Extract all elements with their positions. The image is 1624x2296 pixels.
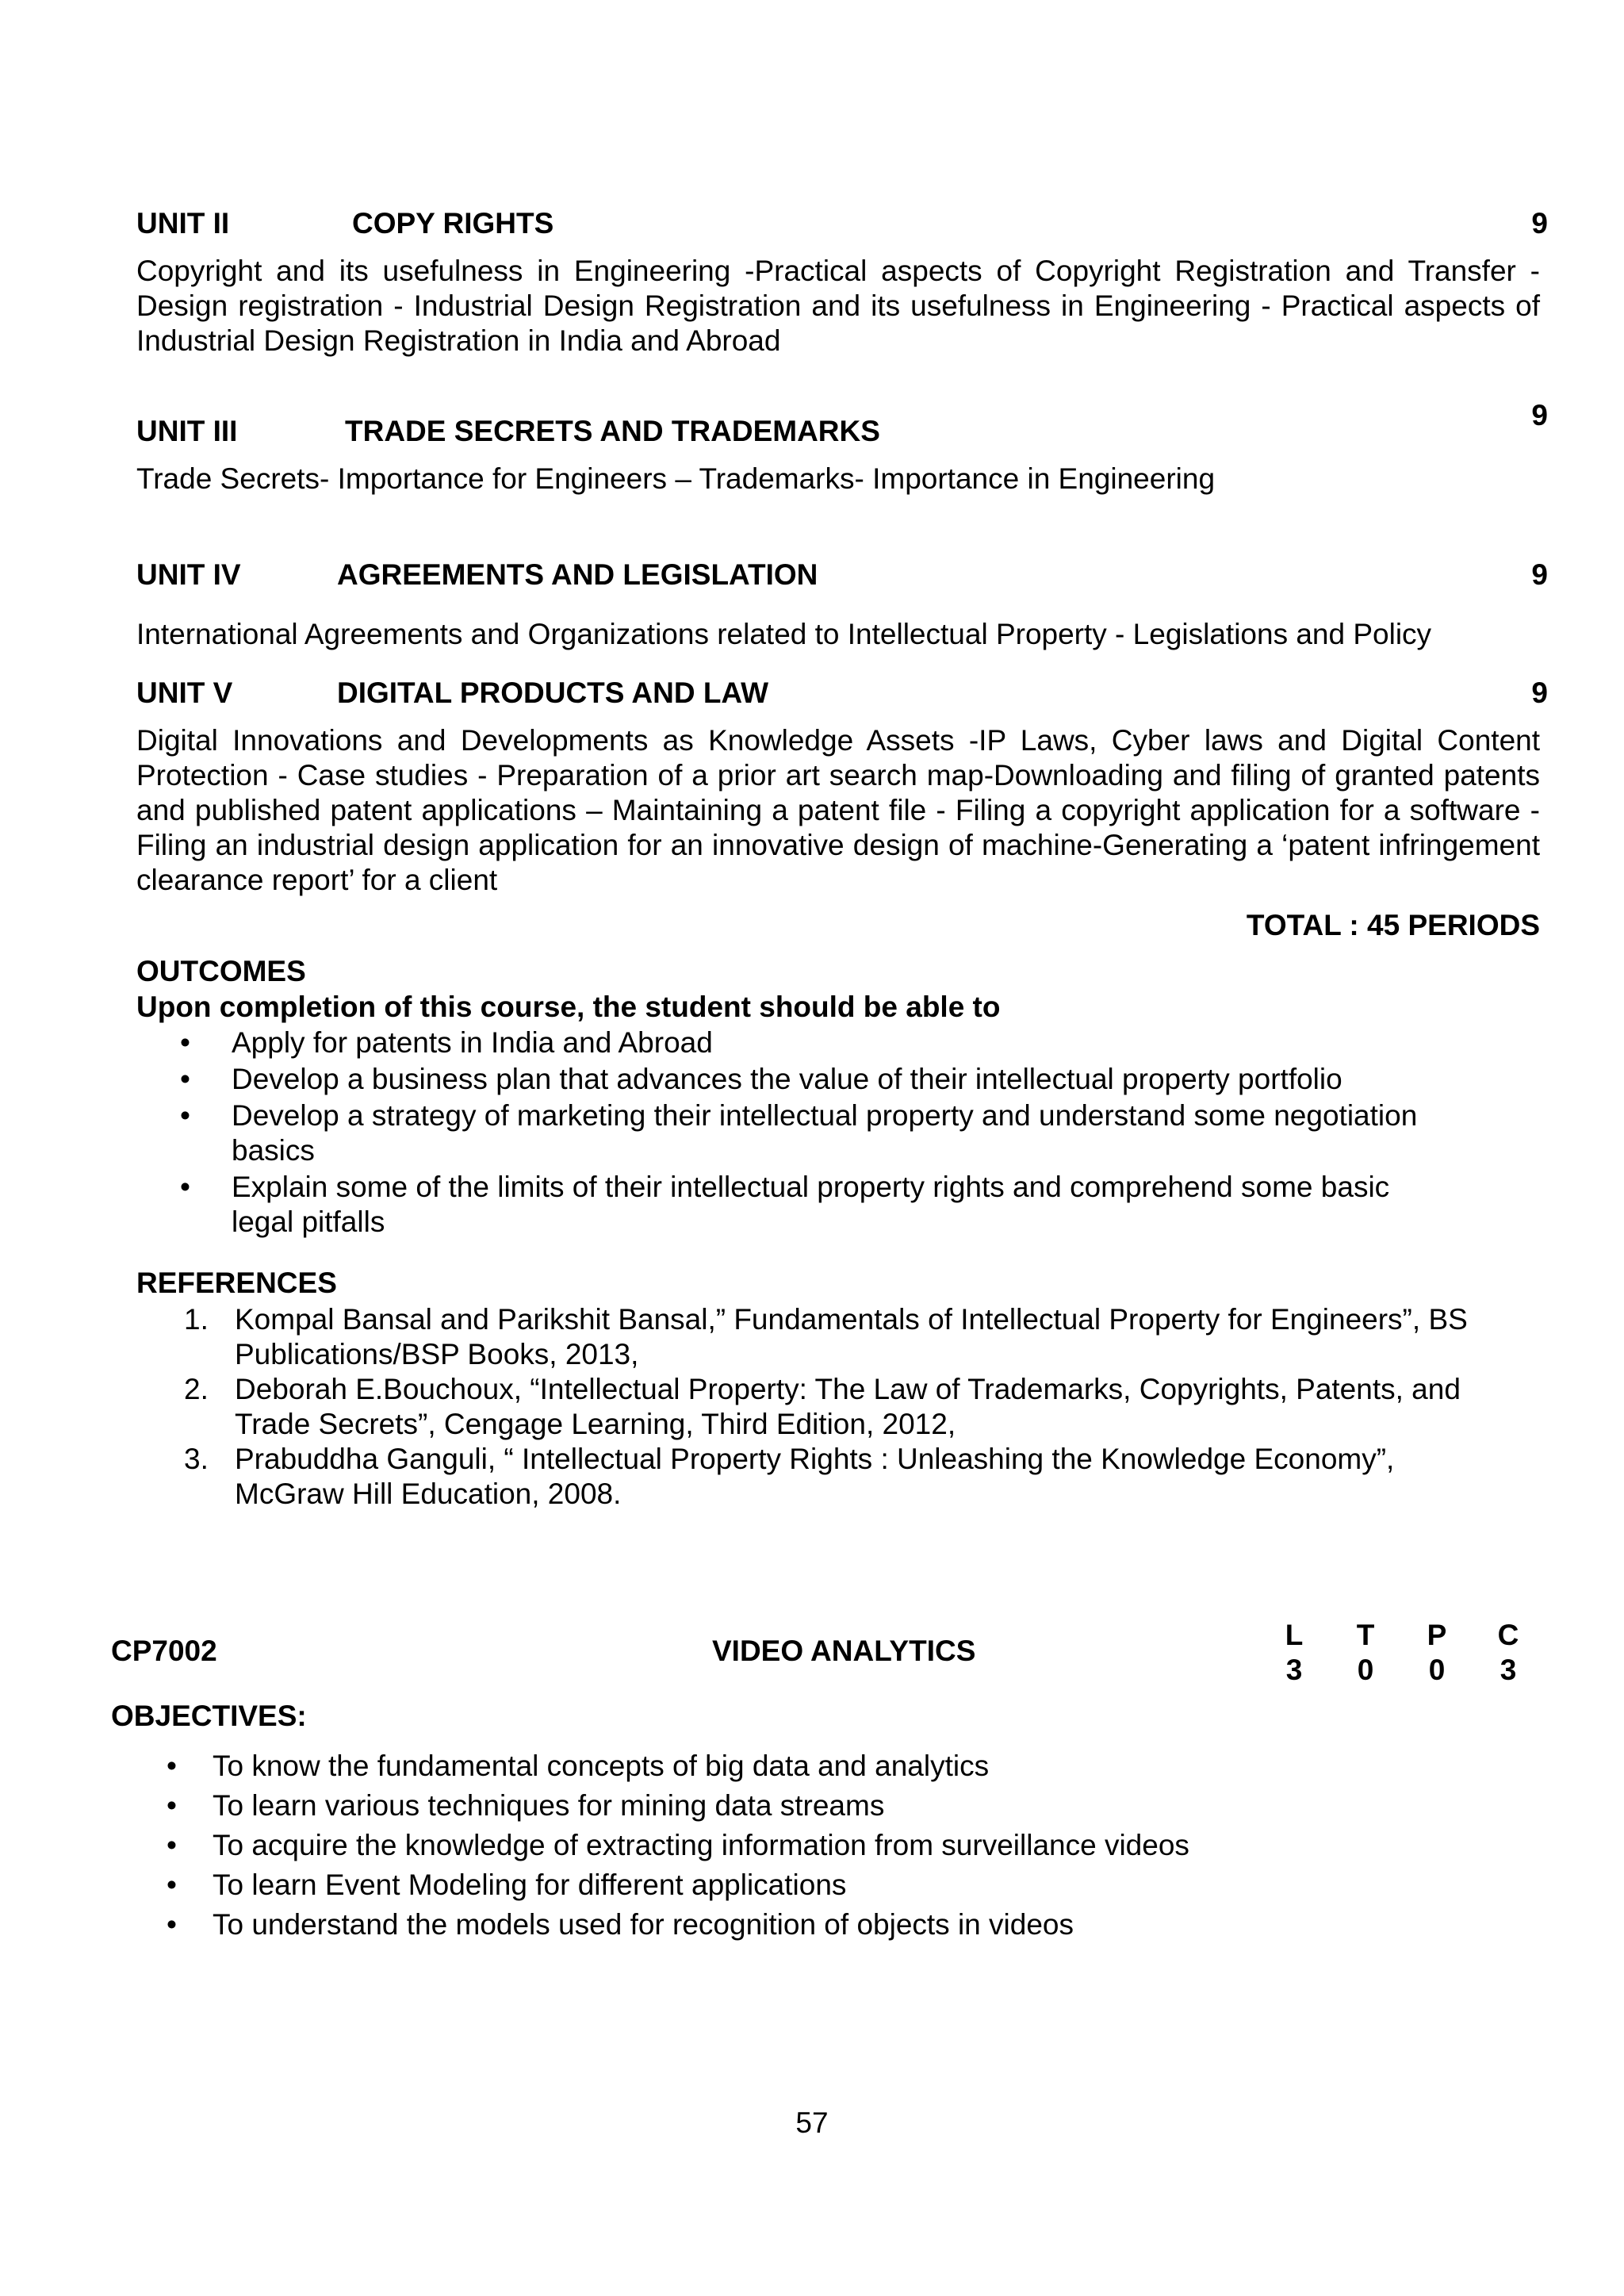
bullet-icon: • <box>180 1026 190 1059</box>
bullet-icon: • <box>167 1750 177 1782</box>
course-title: VIDEO ANALYTICS <box>712 1635 976 1667</box>
ltpc-header-l: L <box>1285 1619 1304 1651</box>
reference-item: 3. Prabuddha Ganguli, “ Intellectual Property Rights : Unleashing the Knowledge Economy”, McGraw Hill Education, 2008. <box>184 1443 1395 1510</box>
ltpc-value-c: 3 <box>1500 1654 1517 1686</box>
unit-title: COPY RIGHTS <box>352 207 554 240</box>
objective-item: • To understand the models used for recognition of objects in videos <box>111 1905 1459 1945</box>
total-periods: TOTAL : 45 PERIODS <box>1246 909 1540 941</box>
unit-label: UNIT IV <box>136 558 241 591</box>
outcomes-intro: Upon completion of this course, the student should be able to <box>136 991 1001 1023</box>
unit-2-heading <box>136 206 1548 241</box>
objectives-heading: OBJECTIVES: <box>111 1700 307 1732</box>
objective-item: • To learn various techniques for mining data streams <box>111 1786 1459 1826</box>
unit-label: UNIT V <box>136 677 233 709</box>
ltpc-value-l: 3 <box>1285 1654 1303 1686</box>
unit-4-heading <box>136 558 1548 592</box>
page-number: 57 <box>795 2106 829 2139</box>
outcome-item: • Explain some of the limits of their intellectual property rights and comprehend some basic legal pitfalls <box>180 1171 1390 1238</box>
unit-2-description: Copyright and its usefulness in Engineering -Practical aspects of Copyright Registration and Transfer - Design registration - Industrial Design Registration and its usefulness in Engineering - Practical aspects of Industrial Design Registration in India and Abroad <box>136 255 1540 357</box>
unit-hours: 9 <box>1531 399 1548 431</box>
reference-item: 1. Kompal Bansal and Parikshit Bansal,” Fundamentals of Intellectual Property for Engineers”, BS Publications/BSP Books, 2013, <box>184 1303 1468 1370</box>
unit-hours: 9 <box>1531 558 1548 591</box>
bullet-icon: • <box>167 1908 177 1941</box>
ltpc-value-t: 0 <box>1357 1654 1374 1686</box>
objective-item: • To know the fundamental concepts of big data and analytics <box>111 1746 1459 1786</box>
bullet-icon: • <box>167 1789 177 1822</box>
unit-label: UNIT III <box>136 415 238 447</box>
course-code: CP7002 <box>111 1635 217 1667</box>
bullet-icon: • <box>167 1829 177 1861</box>
unit-title: AGREEMENTS AND LEGISLATION <box>337 558 818 591</box>
objective-item: • To acquire the knowledge of extracting information from surveillance videos <box>111 1826 1459 1865</box>
unit-4-description: International Agreements and Organizations related to Intellectual Property - Legislations and Policy <box>136 618 1432 650</box>
bullet-icon: • <box>167 1869 177 1901</box>
objective-item: • To learn Event Modeling for different applications <box>111 1865 1459 1905</box>
unit-5-description: Digital Innovations and Developments as Knowledge Assets -IP Laws, Cyber laws and Digital Content Protection - Case studies - Preparation of a prior art search map-Downloading and filing of granted patents and published patent applications – Maintaining a patent file - Filing a copyright application for a software - Filing an industrial design application for an innovative design of machine-Generating a ‘patent infringement clearance report’ for a client <box>136 724 1540 896</box>
unit-label: UNIT II <box>136 207 230 240</box>
unit-3-heading <box>136 399 1548 449</box>
unit-hours: 9 <box>1531 677 1548 709</box>
ltpc-header-t: T <box>1356 1619 1375 1651</box>
references-list <box>136 1302 1516 1512</box>
unit-title: DIGITAL PRODUCTS AND LAW <box>337 677 769 709</box>
outcome-item: • Apply for patents in India and Abroad <box>180 1026 713 1059</box>
bullet-icon: • <box>180 1099 190 1132</box>
outcome-item: • Develop a strategy of marketing their intellectual property and understand some negotiation basics <box>180 1099 1418 1167</box>
outcome-item: • Develop a business plan that advances the value of their intellectual property portfolio <box>180 1063 1342 1095</box>
outcomes-heading: OUTCOMES <box>136 955 306 987</box>
ltpc-header-p: P <box>1427 1619 1447 1651</box>
unit-5-heading <box>136 676 1548 711</box>
references-heading: REFERENCES <box>136 1267 337 1299</box>
unit-3-description: Trade Secrets- Importance for Engineers – Trademarks- Importance in Engineering <box>136 462 1216 495</box>
outcomes-list <box>136 1025 1500 1240</box>
bullet-icon: • <box>180 1171 190 1203</box>
bullet-icon: • <box>180 1063 190 1095</box>
objectives-list <box>111 1746 1459 1945</box>
ltpc-header-c: C <box>1497 1619 1519 1651</box>
unit-hours: 9 <box>1531 207 1548 240</box>
unit-title: TRADE SECRETS AND TRADEMARKS <box>345 415 880 447</box>
reference-item: 2. Deborah E.Bouchoux, “Intellectual Property: The Law of Trademarks, Copyrights, Patents, and Trade Secrets”, Cengage Learning, Third Edition, 2012, <box>184 1373 1461 1440</box>
ltpc-value-p: 0 <box>1428 1654 1446 1686</box>
